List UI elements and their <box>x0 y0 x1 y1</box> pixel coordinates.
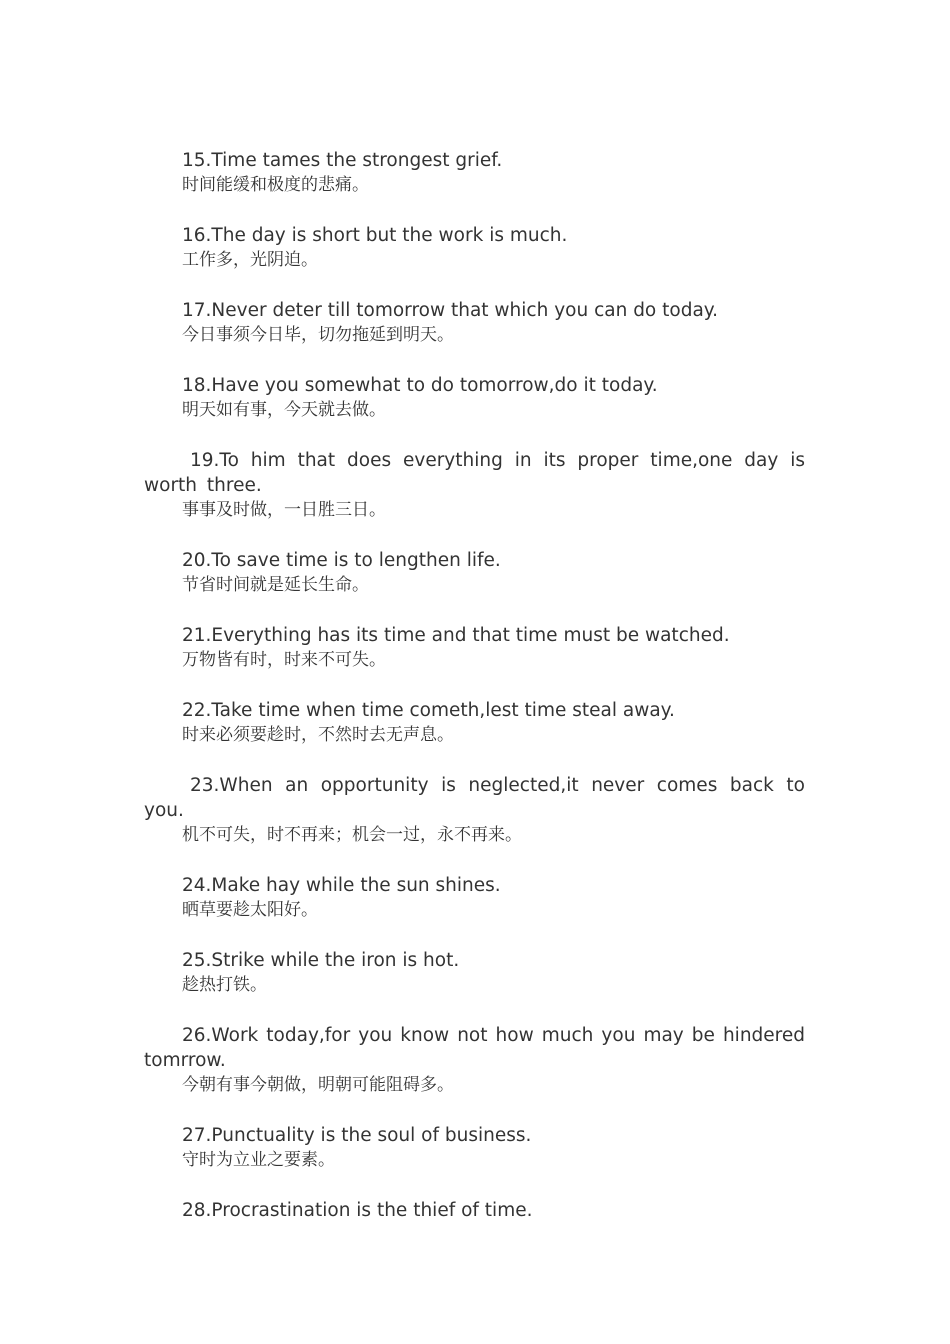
proverb-english: 18.Have you somewhat to do tomorrow,do it today. <box>182 375 658 396</box>
proverb-chinese: 事事及时做，一日胜三日。 <box>182 500 386 520</box>
proverb-chinese: 时来必须要趁时，不然时去无声息。 <box>182 725 454 745</box>
proverb-chinese: 工作多，光阴迫。 <box>182 250 318 270</box>
proverb-entry-28 <box>144 1198 805 1223</box>
proverb-chinese: 时间能缓和极度的悲痛。 <box>182 175 369 195</box>
proverb-entry-18 <box>144 373 805 423</box>
proverb-chinese: 晒草要趁太阳好。 <box>182 900 318 920</box>
proverb-chinese: 节省时间就是延长生命。 <box>182 575 369 595</box>
proverb-english: 21.Everything has its time and that time must be watched. <box>182 625 730 646</box>
proverb-chinese: 守时为立业之要素。 <box>182 1150 335 1170</box>
proverb-english: 22.Take time when time cometh,lest time steal away. <box>182 700 675 721</box>
proverb-entry-22 <box>144 698 805 748</box>
proverb-english: 28.Procrastination is the thief of time. <box>182 1200 533 1221</box>
proverb-english: 26.Work today,for you know not how much you may be hindered tomrrow. <box>144 1025 805 1071</box>
proverb-entry-21 <box>144 623 805 673</box>
proverb-chinese: 明天如有事，今天就去做。 <box>182 400 386 420</box>
proverb-english: 16.The day is short but the work is much. <box>182 225 568 246</box>
proverb-english: 15.Time tames the strongest grief. <box>182 150 503 171</box>
proverb-chinese: 机不可失，时不再来；机会一过，永不再来。 <box>182 825 522 845</box>
proverb-chinese: 趁热打铁。 <box>182 975 267 995</box>
proverb-english: 25.Strike while the iron is hot. <box>182 950 460 971</box>
proverb-english: 20.To save time is to lengthen life. <box>182 550 501 571</box>
proverb-chinese: 今朝有事今朝做，明朝可能阻碍多。 <box>182 1075 454 1095</box>
proverb-chinese: 万物皆有时，时来不可失。 <box>182 650 386 670</box>
proverb-entry-26 <box>144 1023 805 1098</box>
proverb-entry-19 <box>144 448 805 523</box>
document-page <box>144 148 805 1248</box>
proverb-entry-20 <box>144 548 805 598</box>
proverb-english: 24.Make hay while the sun shines. <box>182 875 501 896</box>
proverb-english: 19.To him that does everything in its proper time,one day is worth three. <box>144 450 805 496</box>
proverb-english: 17.Never deter till tomorrow that which you can do today. <box>182 300 718 321</box>
proverb-entry-25 <box>144 948 805 998</box>
proverb-entry-24 <box>144 873 805 923</box>
proverb-entry-16 <box>144 223 805 273</box>
proverb-english: 27.Punctuality is the soul of business. <box>182 1125 532 1146</box>
proverb-entry-23 <box>144 773 805 848</box>
proverb-chinese: 今日事须今日毕，切勿拖延到明天。 <box>182 325 454 345</box>
proverb-entry-17 <box>144 298 805 348</box>
proverb-entry-15 <box>144 148 805 198</box>
proverb-entry-27 <box>144 1123 805 1173</box>
proverb-english: 23.When an opportunity is neglected,it never comes back to you. <box>144 775 805 821</box>
